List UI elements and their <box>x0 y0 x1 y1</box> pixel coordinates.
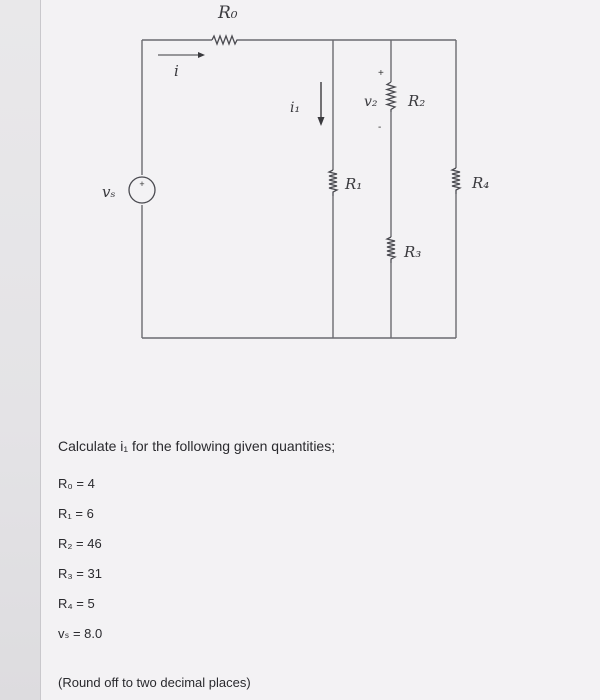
resistor-r2 <box>387 82 395 112</box>
label-i: i <box>174 62 179 80</box>
label-i1: i₁ <box>290 100 301 116</box>
label-v2: v₂ <box>364 94 378 110</box>
label-v2-plus: + <box>378 68 384 79</box>
quantity-r1: R₁ = 6 <box>58 506 94 521</box>
quantity-r2: R₂ = 46 <box>58 536 102 551</box>
current-i-arrow <box>158 52 205 58</box>
resistor-r0 <box>212 36 240 44</box>
current-i1-arrow <box>318 82 325 126</box>
label-v2-minus: - <box>378 122 382 133</box>
problem-intro: Calculate i₁ for the following given quantities; <box>58 438 336 454</box>
resistor-r3 <box>387 237 395 263</box>
resistor-r1 <box>329 170 337 196</box>
quantity-r4: R₄ = 5 <box>58 596 95 611</box>
problem-statement <box>58 438 336 641</box>
rounding-note: (Round off to two decimal places) <box>58 675 251 690</box>
resistor-r4 <box>452 168 460 194</box>
voltage-source-plus: + <box>139 179 145 189</box>
quantity-r0: R₀ = 4 <box>58 476 95 491</box>
quantity-r3: R₃ = 31 <box>58 566 102 581</box>
label-r2: R₂ <box>408 92 426 110</box>
label-vs: vₛ <box>102 183 116 201</box>
label-r0: R₀ <box>218 3 238 23</box>
label-r4: R₄ <box>472 174 490 192</box>
quantity-vs: vₛ = 8.0 <box>58 626 103 641</box>
label-r1: R₁ <box>345 175 363 193</box>
label-r3: R₃ <box>404 243 422 261</box>
